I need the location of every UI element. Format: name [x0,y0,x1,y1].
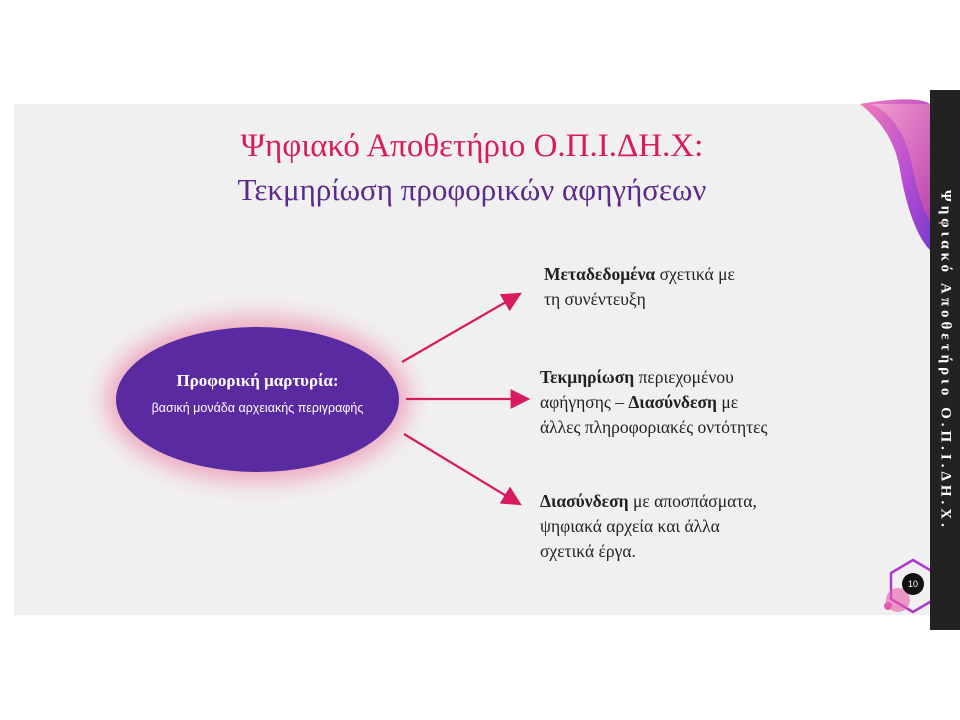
branch-doc-line2b: με [716,392,739,412]
center-heading: Προφορική μαρτυρία: [176,371,339,390]
branch-doc-line2a: αφήγησης – [540,392,629,412]
title-line-1: Ψηφιακό Αποθετήριο Ο.Π.Ι.ΔΗ.Χ: [240,128,704,164]
branch-doc-bold: Τεκμηρίωση [540,367,635,387]
branch-metadata-text: σχετικά με [655,264,735,284]
center-subtext: βασική μονάδα αρχειακής περιγραφής [151,401,364,415]
branch-doc-bold2: Διασύνδεση [628,392,717,412]
branch-link-line3: σχετικά έργα. [540,541,636,561]
branch-link-line2: ψηφιακά αρχεία και άλλα [540,516,720,536]
arrow-top [402,295,518,362]
branch-documentation [540,365,767,440]
branch-metadata-line2: τη συνέντευξη [544,289,646,309]
branch-linking [540,489,757,564]
title-line-2: Τεκμηρίωση προφορικών αφηγήσεων [237,172,707,207]
branch-metadata-bold: Μεταδεδομένα [544,264,656,284]
side-label: Ψηφιακό Αποθετήριο Ο.Π.Ι.ΔΗ.Χ. [937,189,954,531]
branch-link-bold: Διασύνδεση [540,491,629,511]
page-number: 10 [902,573,924,595]
branch-link-text: με αποσπάσματα, [628,491,757,511]
arrow-bottom [404,434,518,503]
branch-doc-text: περιεχομένου [634,367,734,387]
branch-metadata [544,262,735,312]
branch-doc-line3: άλλες πληροφοριακές οντότητες [540,417,768,437]
